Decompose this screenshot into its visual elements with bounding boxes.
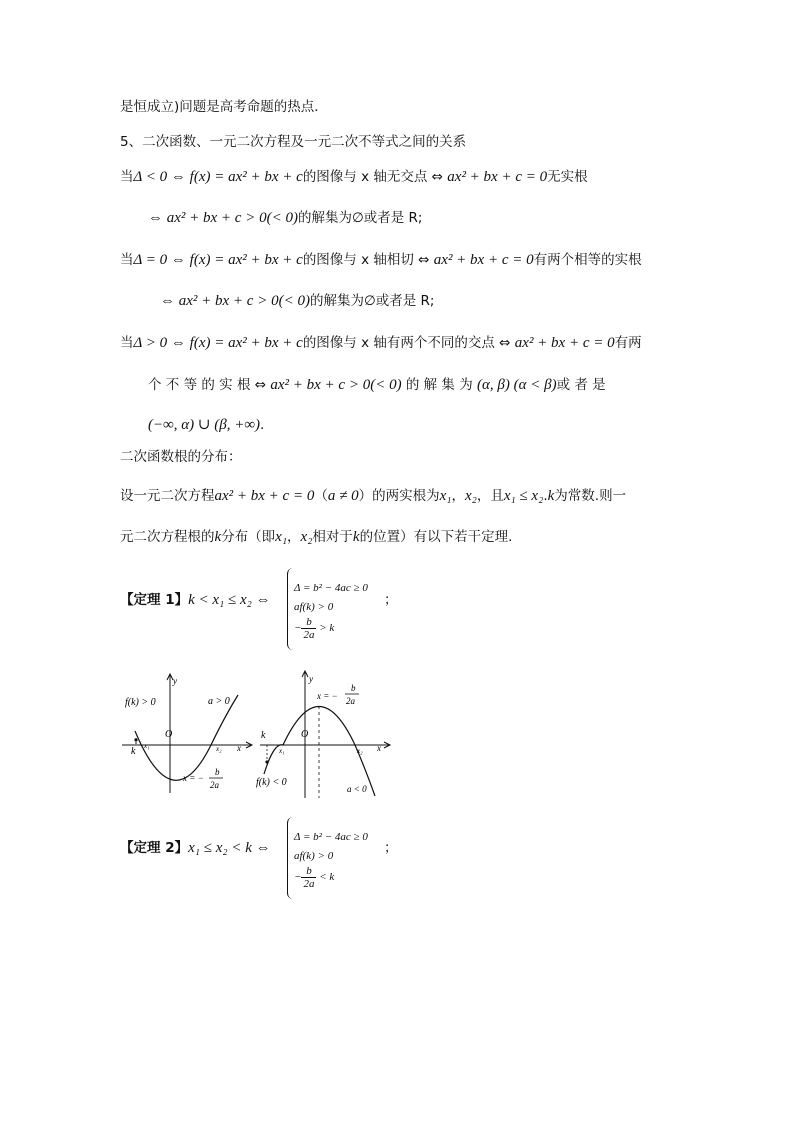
math: − — [294, 622, 302, 635]
math: x₁ — [439, 488, 452, 504]
theorem-1-condition-1: Δ = b² − 4ac ≥ 0 — [294, 582, 368, 594]
math: f(x) = ax² + bx + c — [189, 252, 303, 268]
section-heading-root-distribution — [120, 447, 242, 467]
text: 当 — [120, 335, 134, 351]
math: k — [352, 529, 360, 545]
text: 当 — [120, 169, 134, 185]
fraction — [301, 865, 316, 890]
text-line-delta-zero — [120, 250, 642, 270]
math: k < x₁ ≤ x₂ ⇔ — [188, 592, 271, 608]
text-line-setup-2 — [120, 527, 512, 547]
text: 有两个相等的实根 — [533, 252, 642, 268]
label-origin: O — [165, 729, 173, 740]
math: x₁ ≤ x₂ — [503, 488, 544, 504]
text: 是恒成立)问题是高考命题的热点． — [120, 99, 328, 115]
math: k — [547, 488, 555, 504]
text: 元二次方程根的 — [120, 529, 215, 545]
text: . — [260, 417, 265, 433]
theorem-2-condition-1: Δ = b² − 4ac ≥ 0 — [294, 831, 368, 843]
math: − — [294, 871, 302, 884]
label-y: y — [173, 676, 177, 686]
brace — [287, 568, 294, 650]
text-line-setup-1 — [120, 486, 626, 506]
denominator: 2a — [303, 629, 315, 641]
theorem-label: 【定理 1】 — [120, 592, 189, 608]
theorem-label: 【定理 2】 — [120, 840, 189, 856]
text: 的 解 集 为 — [401, 377, 478, 393]
theorem-2-end: ； — [384, 840, 398, 856]
text-line-delta-positive — [120, 333, 642, 353]
text-line-delta-positive-2 — [148, 375, 606, 395]
math: (α, β) (α < β) — [477, 377, 557, 393]
math: x₁ — [275, 529, 288, 545]
text: 的图像与 x 轴无交点 ⇔ — [302, 169, 448, 185]
text: 设一元二次方程 — [120, 488, 215, 504]
math: ⇔ — [148, 210, 167, 226]
math: ax² + bx + c = 0 — [433, 252, 534, 268]
math: ax² + bx + c = 0 — [214, 488, 315, 504]
theorem-2-statement — [120, 838, 271, 858]
math: ax² + bx + c > 0(< 0) — [178, 293, 310, 309]
text: 5、二次函数、一元二次方程及一元二次不等式之间的关系 — [120, 134, 467, 150]
label-x2: x₂ — [216, 745, 222, 753]
text: 为常数.则一 — [554, 488, 627, 504]
label-y: y — [309, 674, 313, 684]
graph-1-upward-parabola — [120, 668, 255, 798]
text: 当 — [120, 252, 134, 268]
math: Δ > 0 ⇔ — [133, 335, 190, 351]
text-line-1 — [120, 97, 328, 117]
text: 的解集为∅或者是 R; — [309, 293, 435, 309]
denominator: 2a — [303, 878, 315, 890]
theorem-1-end: ； — [384, 592, 398, 608]
axis-fraction-numerator: b — [215, 767, 220, 777]
text-line-delta-negative-2 — [148, 208, 422, 228]
text: 相对于 — [312, 529, 353, 545]
math: ax² + bx + c = 0 — [447, 169, 548, 185]
text: ）的两实根为 — [358, 488, 440, 504]
text: （ — [314, 488, 328, 504]
text-line-delta-negative — [120, 167, 588, 187]
text-line-delta-zero-2 — [160, 291, 434, 311]
point-fk — [265, 760, 268, 763]
math: < k — [319, 871, 335, 884]
graph-2-downward-parabola — [255, 668, 395, 800]
math: (−∞, α) ∪ (β, +∞) — [148, 417, 261, 433]
numerator: b — [301, 616, 316, 629]
theorem-2-condition-3 — [294, 865, 334, 890]
theorem-1-condition-2: af(k) > 0 — [294, 601, 334, 613]
label-x1: x₁ — [279, 747, 285, 755]
text: 的图像与 x 轴相切 ⇔ — [302, 252, 434, 268]
text: 的图像与 x 轴有两个不同的交点 ⇔ — [302, 335, 515, 351]
text: 有两 — [614, 335, 642, 351]
label-a-negative: a < 0 — [347, 784, 367, 794]
text: ，且 — [476, 488, 504, 504]
numerator: b — [301, 865, 316, 878]
text: 个 不 等 的 实 根 ⇔ — [148, 377, 271, 393]
math: x₂ — [464, 488, 477, 504]
fraction — [301, 616, 316, 641]
text: ， — [287, 529, 301, 545]
text: 或 者 是 — [556, 377, 606, 393]
math: ax² + bx + c > 0(< 0) — [270, 377, 402, 393]
theorem-1-statement — [120, 590, 271, 610]
math: a ≠ 0 — [327, 488, 359, 504]
math: ⇔ — [160, 293, 179, 309]
math: ax² + bx + c = 0 — [514, 335, 615, 351]
label-a-positive: a > 0 — [208, 696, 230, 707]
math: Δ < 0 ⇔ — [133, 169, 190, 185]
axis-fraction-denominator: 2a — [346, 696, 355, 706]
label-axis-of-symmetry: x = − — [183, 773, 204, 783]
label-k: k — [261, 730, 266, 741]
math: f(x) = ax² + bx + c — [189, 335, 303, 351]
math: x₁ ≤ x₂ < k ⇔ — [188, 840, 271, 856]
theorem-1-condition-3 — [294, 616, 334, 641]
label-x: x — [377, 743, 381, 753]
math: > k — [319, 622, 335, 635]
theorem-2-condition-2: af(k) > 0 — [294, 850, 334, 862]
label-x1: x₁ — [144, 742, 150, 750]
point-fk — [134, 738, 137, 741]
text: ， — [451, 488, 465, 504]
text: 二次函数根的分布： — [120, 449, 242, 465]
text: 的位置）有以下若干定理. — [359, 529, 513, 545]
math: ax² + bx + c > 0(< 0) — [166, 210, 298, 226]
label-axis-of-symmetry: x = − — [317, 691, 338, 701]
label-x2: x₂ — [357, 747, 363, 755]
label-fk-negative: f(k) < 0 — [256, 777, 287, 788]
math: x₂ — [300, 529, 313, 545]
section-heading-5 — [120, 132, 466, 152]
label-k: k — [131, 746, 136, 757]
math: k — [214, 529, 222, 545]
text-line-delta-positive-3 — [148, 415, 264, 435]
math: Δ = 0 ⇔ — [133, 252, 190, 268]
label-origin: O — [301, 729, 309, 740]
brace — [287, 817, 294, 899]
axis-fraction-denominator: 2a — [210, 780, 219, 790]
axis-fraction-numerator: b — [351, 683, 356, 693]
text: 的解集为∅或者是 R; — [297, 210, 423, 226]
text: 分布（即 — [221, 529, 276, 545]
text: . — [543, 488, 548, 504]
text: 无实根 — [547, 169, 588, 185]
label-x: x — [237, 743, 241, 753]
label-fk-positive: f(k) > 0 — [125, 697, 156, 708]
math: f(x) = ax² + bx + c — [189, 169, 303, 185]
